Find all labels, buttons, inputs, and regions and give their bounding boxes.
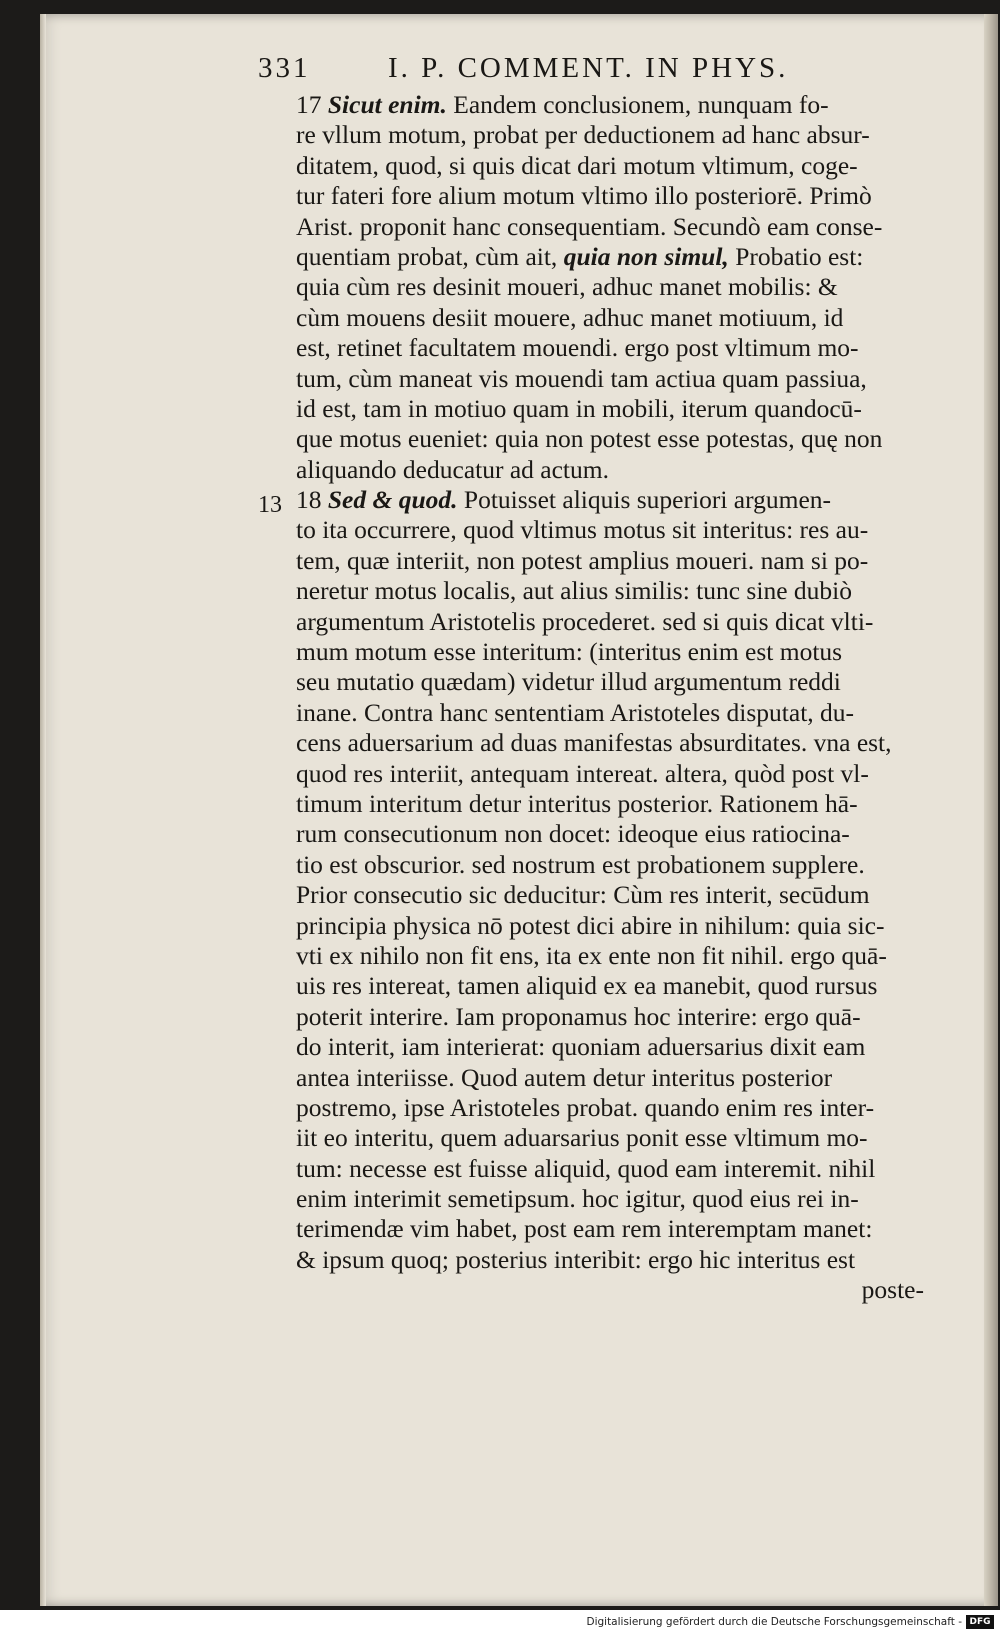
text-line <box>296 242 924 272</box>
text-line <box>296 485 924 515</box>
text-line <box>296 1093 924 1123</box>
page-edge <box>984 14 998 1606</box>
running-header <box>258 52 878 92</box>
text-line <box>296 272 924 302</box>
dfg-logo: DFG <box>966 1615 994 1629</box>
text-line <box>296 1275 924 1305</box>
line-text: Arist. proponit hanc consequentiam. Secundò eam conse- <box>296 211 883 241</box>
page-gutter <box>40 14 46 1606</box>
text-line <box>296 667 924 697</box>
text-line <box>296 1154 924 1184</box>
line-text: Probatio est: <box>728 241 864 271</box>
line-text: mum motum esse interitum: (interitus enim est motus <box>296 637 843 667</box>
line-text: argumentum Aristotelis procederet. sed si quis dicat vlti- <box>296 606 874 636</box>
line-text: quia cùm res desinit moueri, adhuc manet mobilis: & <box>296 272 838 302</box>
line-text: antea interiisse. Quod autem detur interitus posterior <box>296 1062 833 1092</box>
text-line <box>296 120 924 150</box>
line-text: tem, quæ interiit, non potest amplius moueri. nam si po- <box>296 545 869 575</box>
text-line <box>296 546 924 576</box>
line-text: vti ex nihilo non fit ens, ita ex ente non fit nihil. ergo quā- <box>296 940 887 970</box>
text-line <box>296 90 924 120</box>
text-line <box>296 637 924 667</box>
text-line <box>296 850 924 880</box>
text-line <box>296 819 924 849</box>
line-text: ditatem, quod, si quis dicat dari motum vltimum, coge- <box>296 150 858 180</box>
lemma-text: Sicut enim. <box>327 90 447 119</box>
text-line <box>296 698 924 728</box>
text-line <box>296 607 924 637</box>
text-line <box>296 212 924 242</box>
line-text: poste- <box>861 1275 924 1305</box>
line-text: id est, tam in motiuo quam in mobili, iterum quandocū- <box>296 393 862 423</box>
text-line <box>296 1214 924 1244</box>
running-title: I. P. COMMENT. IN PHYS. <box>388 52 789 84</box>
line-text: que motus eueniet: quia non potest esse potestas, quę non <box>296 424 883 454</box>
line-text: tio est obscurior. sed nostrum est probationem supplere. <box>296 849 865 879</box>
body-text <box>296 90 924 1306</box>
line-text: do interit, iam interierat: quoniam aduersarius dixit eam <box>296 1032 866 1062</box>
text-line <box>296 880 924 910</box>
line-text: Potuisset aliquis superiori argumen- <box>457 485 832 515</box>
text-line <box>296 1184 924 1214</box>
text-line <box>296 941 924 971</box>
line-text: iit eo interitu, quem aduarsarius ponit esse vltimum mo- <box>296 1123 868 1153</box>
lemma-text: Sed & quod. <box>327 485 458 515</box>
line-text: tum: necesse est fuisse aliquid, quod eam interemit. nihil <box>296 1153 876 1183</box>
line-text: principia physica nō potest dici abire in nihilum: quia sic- <box>296 910 885 940</box>
text-line <box>296 515 924 545</box>
line-text: quentiam probat, cùm ait, <box>296 241 564 271</box>
text-line <box>296 971 924 1001</box>
text-line <box>296 181 924 211</box>
line-text: uis res intereat, tamen aliquid ex ea manebit, quod rursus <box>296 971 878 1001</box>
text-line <box>296 1063 924 1093</box>
line-text: 18 <box>296 485 328 515</box>
text-line <box>296 1123 924 1153</box>
text-line <box>296 789 924 819</box>
line-text: Prior consecutio sic deducitur: Cùm res interit, secūdum <box>296 880 870 910</box>
line-text: cens aduersarium ad duas manifestas absurditates. vna est, <box>296 728 892 758</box>
line-text: poterit interire. Iam proponamus hoc interire: ergo quā- <box>296 1001 861 1031</box>
text-line <box>296 759 924 789</box>
text-line <box>296 364 924 394</box>
text-line <box>296 303 924 333</box>
text-line <box>296 333 924 363</box>
line-text: inane. Contra hanc sententiam Aristoteles disputat, du- <box>296 697 855 727</box>
line-text: aliquando deducatur ad actum. <box>296 454 609 484</box>
text-line <box>296 151 924 181</box>
text-line <box>296 911 924 941</box>
line-text: neretur motus localis, aut alius similis: tunc sine dubiò <box>296 576 852 606</box>
line-text: postremo, ipse Aristoteles probat. quando enim res inter- <box>296 1092 875 1122</box>
text-line <box>296 455 924 485</box>
line-text: tur fateri fore alium motum vltimo illo posteriorē. Primò <box>296 181 872 211</box>
text-line <box>296 424 924 454</box>
lemma-text: quia non simul, <box>563 241 729 271</box>
line-text: seu mutatio quædam) videtur illud argumentum reddi <box>296 667 841 697</box>
line-text: re vllum motum, probat per deductionem ad hanc absur- <box>296 120 870 150</box>
line-text: & ipsum quoq; posterius interibit: ergo hic interitus est <box>296 1244 856 1274</box>
line-text: to ita occurrere, quod vltimus motus sit interitus: res au- <box>296 515 869 545</box>
page-number: 331 <box>258 52 311 84</box>
line-text: timum interitum detur interitus posterior. Rationem hā- <box>296 788 858 818</box>
line-text: tum, cùm maneat vis mouendi tam actiua quam passiua, <box>296 363 867 393</box>
line-text: cùm mouens desiit mouere, adhuc manet motiuum, id <box>296 302 844 332</box>
line-text: est, retinet facultatem mouendi. ergo post vltimum mo- <box>296 333 859 363</box>
text-line <box>296 1245 924 1275</box>
text-line <box>296 576 924 606</box>
digitization-footer <box>0 1610 1000 1638</box>
line-text: quod res interiit, antequam intereat. altera, quòd post vl- <box>296 758 869 788</box>
text-line <box>296 1002 924 1032</box>
line-text: rum consecutionum non docet: ideoque eius ratiocina- <box>296 819 850 849</box>
text-line <box>296 728 924 758</box>
text-line <box>296 394 924 424</box>
footer-credit: Digitalisierung gefördert durch die Deutsche Forschungsgemeinschaft - <box>586 1616 962 1628</box>
line-text: terimendæ vim habet, post eam rem interemptam manet: <box>296 1214 873 1244</box>
text-line <box>296 1032 924 1062</box>
line-text: Eandem conclusionem, nunquam fo- <box>446 90 829 119</box>
line-text: 17 <box>296 90 328 119</box>
margin-note: 13 <box>258 492 282 518</box>
line-text: enim interimit semetipsum. hoc igitur, quod eius rei in- <box>296 1184 859 1214</box>
